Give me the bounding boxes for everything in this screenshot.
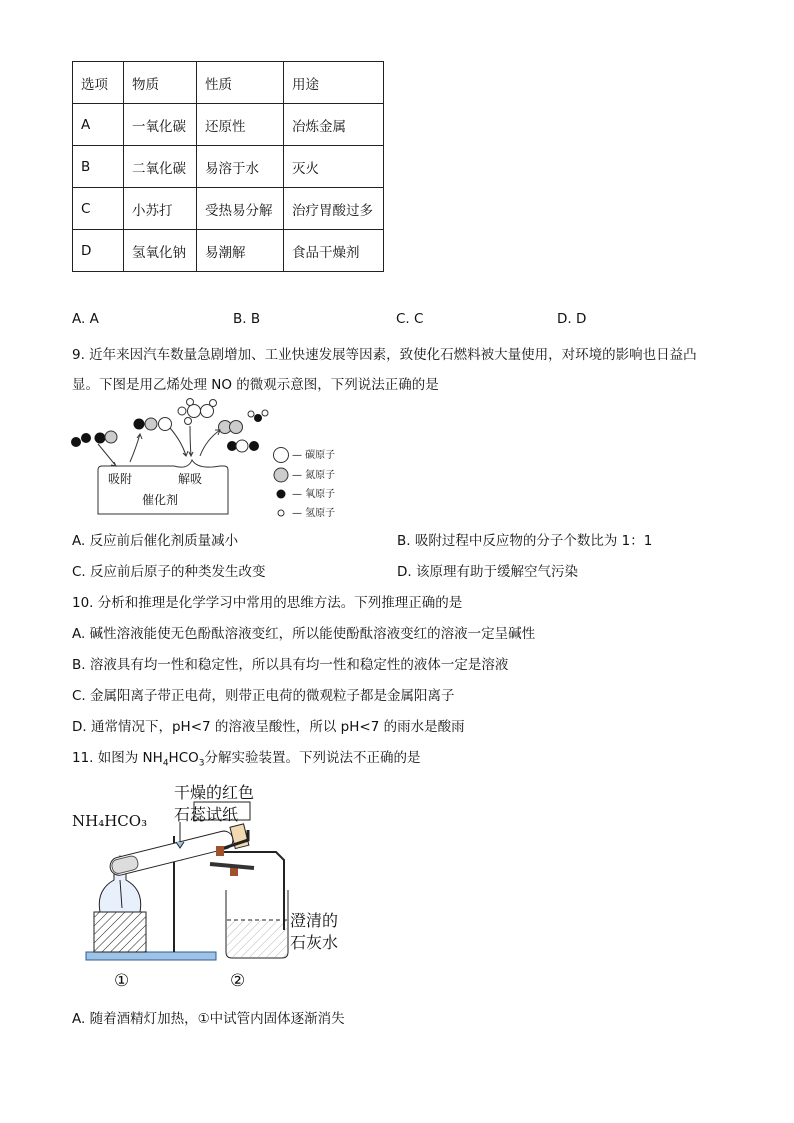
- q11-stem-mid: HCO: [168, 750, 199, 766]
- table-cell: A: [73, 104, 124, 146]
- table-row: [73, 188, 384, 230]
- nh4hco3-label: NH₄HCO₃: [72, 812, 148, 830]
- q10-option-c[interactable]: C. 金属阳离子带正电荷，则带正电荷的微观粒子都是金属阳离子: [72, 688, 455, 704]
- q9-option-b[interactable]: B. 吸附过程中反应物的分子个数比为 1：1: [397, 533, 653, 549]
- q8-option-b[interactable]: B. B: [233, 311, 261, 327]
- table-cell: 氢氧化钠: [124, 230, 197, 272]
- catalyst-label: 催化剂: [142, 493, 179, 507]
- table-cell: 治疗胃酸过多: [284, 188, 384, 230]
- legend-carbon: — 碳原子: [292, 450, 336, 461]
- table-cell: 易溶于水: [197, 146, 284, 188]
- q11-sub-4: 4: [162, 758, 169, 769]
- q10-stem: 10. 分析和推理是化学学习中常用的思维方法。下列推理正确的是: [72, 595, 463, 611]
- litmus-paper-label-line1: 干燥的红色: [174, 783, 255, 802]
- legend-nitrogen: — 氮原子: [292, 470, 336, 481]
- q11-stem-prefix: 11. 如图为 NH: [72, 750, 163, 766]
- q9-option-d[interactable]: D. 该原理有助于缓解空气污染: [397, 564, 578, 580]
- q9-stem-line2: 显。下图是用乙烯处理 NO 的微观示意图，下列说法正确的是: [72, 377, 439, 393]
- q8-option-a[interactable]: A. A: [72, 311, 99, 327]
- desorb-label: 解吸: [178, 472, 203, 486]
- q9-option-a[interactable]: A. 反应前后催化剂质量减小: [72, 533, 239, 549]
- q11-stem-suffix: 分解实验装置。下列说法不正确的是: [204, 750, 421, 766]
- table-cell: 易潮解: [197, 230, 284, 272]
- table-cell: B: [73, 146, 124, 188]
- legend-hydrogen: — 氢原子: [292, 508, 336, 518]
- q8-option-c[interactable]: C. C: [396, 311, 424, 327]
- q10-option-a[interactable]: A. 碱性溶液能使无色酚酞溶液变红，所以能使酚酞溶液变红的溶液一定呈碱性: [72, 626, 536, 642]
- table-cell: 食品干燥剂: [284, 230, 384, 272]
- limewater-label-line1: 澄清的: [290, 911, 339, 930]
- apparatus-label-1: ①: [114, 971, 130, 991]
- adsorb-label: 吸附: [108, 472, 133, 486]
- table-cell: 一氧化碳: [124, 104, 197, 146]
- table-header-cell: 选项: [73, 62, 124, 104]
- q8-option-d[interactable]: D. D: [557, 311, 587, 327]
- table-cell: 受热易分解: [197, 188, 284, 230]
- nh4hco3-apparatus-diagram: [70, 780, 370, 992]
- table-cell: 小苏打: [124, 188, 197, 230]
- table-cell: 二氧化碳: [124, 146, 197, 188]
- table-header-cell: 物质: [124, 62, 197, 104]
- table-header-cell: 性质: [197, 62, 284, 104]
- legend-oxygen: — 氧原子: [292, 489, 336, 500]
- q10-option-b[interactable]: B. 溶液具有均一性和稳定性，所以具有均一性和稳定性的液体一定是溶液: [72, 657, 509, 673]
- table-row: [73, 230, 384, 272]
- table-row: [73, 146, 384, 188]
- q11-option-a[interactable]: A. 随着酒精灯加热，①中试管内固体逐渐消失: [72, 1011, 345, 1027]
- table-header-cell: 用途: [284, 62, 384, 104]
- q9-stem-line1: 9. 近年来因汽车数量急剧增加、工业快速发展等因素，致使化石燃料被大量使用，对环境的影响也日益凸: [72, 347, 697, 363]
- table-cell: 冶炼金属: [284, 104, 384, 146]
- options-table: [72, 61, 384, 272]
- q11-sub-3: 3: [198, 758, 205, 769]
- litmus-paper-label-line2: 石蕊试纸: [174, 805, 239, 824]
- ethylene-no-diagram: [70, 398, 360, 518]
- limewater-label-line2: 石灰水: [290, 933, 339, 952]
- table-cell: C: [73, 188, 124, 230]
- table-header-row: [73, 62, 384, 104]
- q11-stem: [72, 746, 421, 769]
- table-cell: 还原性: [197, 104, 284, 146]
- apparatus-label-2: ②: [230, 971, 246, 991]
- table-cell: 灭火: [284, 146, 384, 188]
- q10-option-d[interactable]: D. 通常情况下，pH<7 的溶液呈酸性，所以 pH<7 的雨水是酸雨: [72, 719, 465, 735]
- table-row: [73, 104, 384, 146]
- table-cell: D: [73, 230, 124, 272]
- q9-option-c[interactable]: C. 反应前后原子的种类发生改变: [72, 564, 266, 580]
